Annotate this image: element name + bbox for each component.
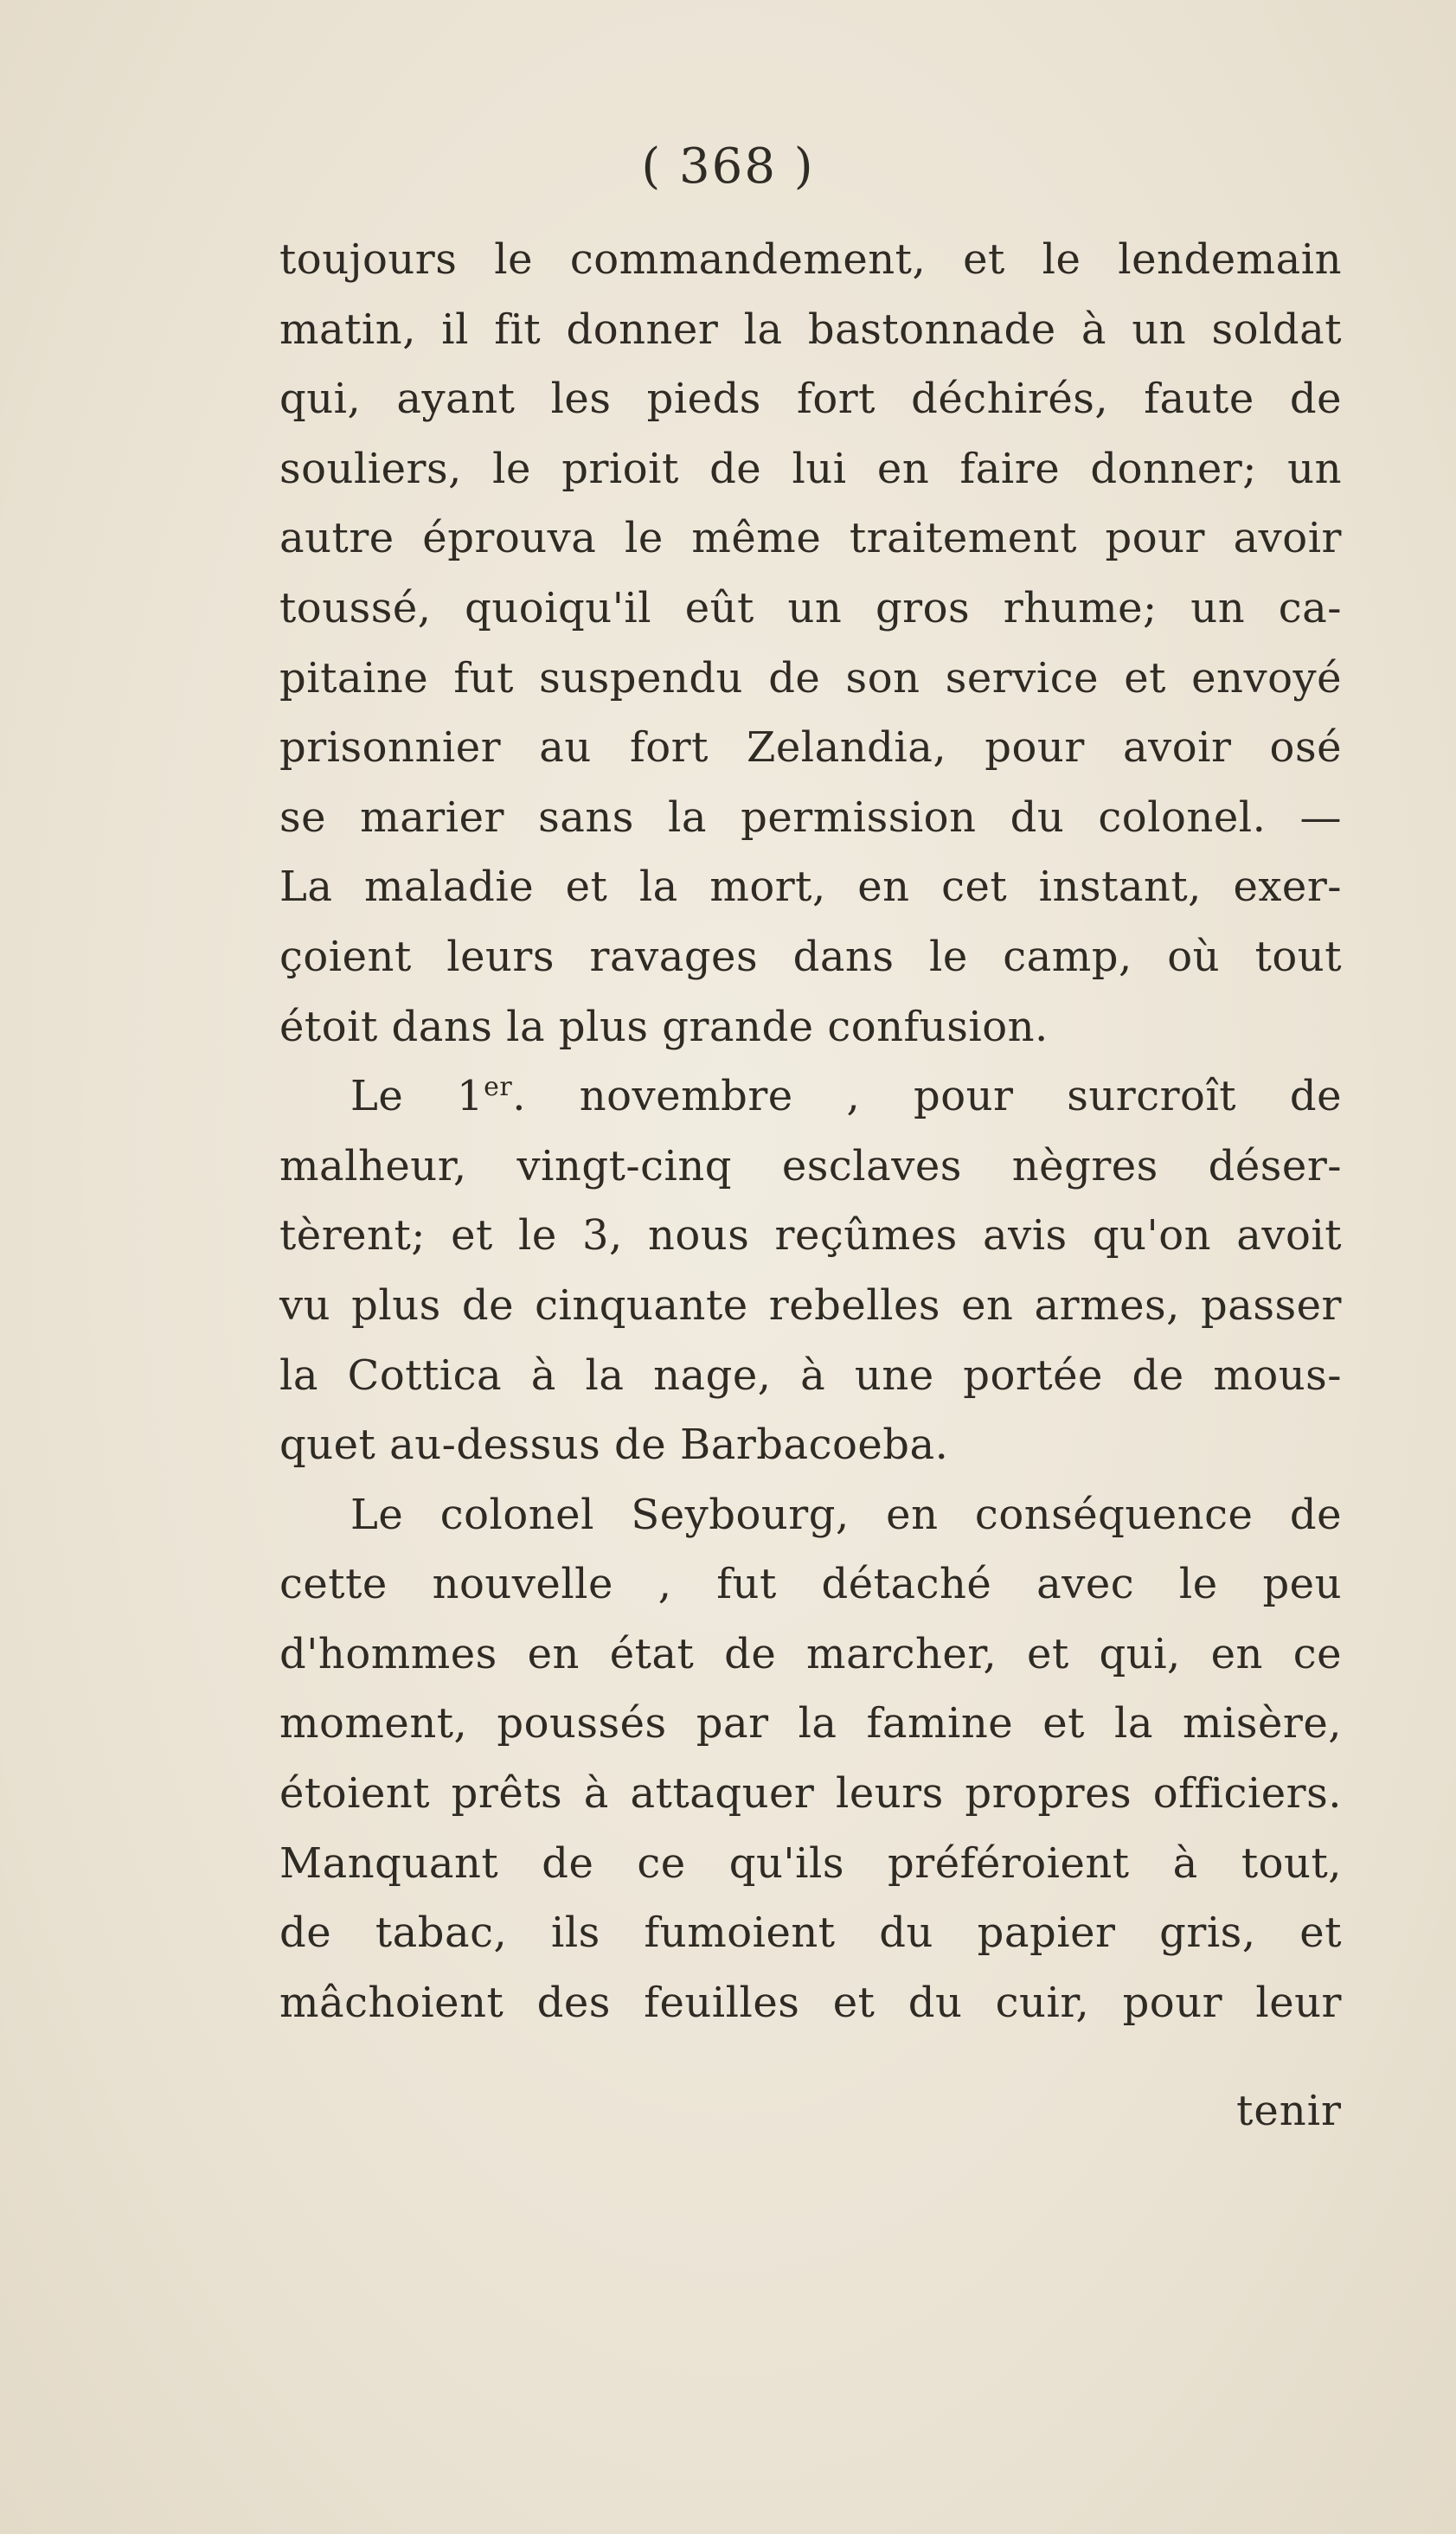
text-line: malheur, vingt-cinq esclaves nègres déser- [279,1141,1342,1190]
date-text: Le 1 [350,1072,484,1121]
paragraph-3-first-line: Le colonel Seybourg, en conséquence de [350,1490,1342,1539]
text-line: tèrent; et le 3, nous reçûmes avis qu'on avoit [279,1211,1342,1261]
text-line: toujours le commandement, et le lendemain [279,235,1342,284]
text-line: d'hommes en état de marcher, et qui, en ce [279,1629,1342,1678]
text-line: Manquant de ce qu'ils préféroient à tout, [279,1838,1342,1888]
text-line: autre éprouva le même traitement pour avoir [279,514,1342,563]
ordinal-superscript: er [484,1072,513,1103]
text-line: çoient leurs ravages dans le camp, où tout [279,932,1342,981]
text-line: toussé, quoiqu'il eût un gros rhume; un ca- [279,583,1342,632]
text-line: cette nouvelle , fut détaché avec le peu [279,1560,1342,1609]
body-text [279,225,1342,2037]
catchword: tenir [1236,2087,1342,2135]
paragraph-2-first-line [279,1062,1342,1132]
text-line: La maladie et la mort, en cet instant, exer- [279,863,1342,912]
text-line: la Cottica à la nage, à une portée de mous- [279,1350,1342,1400]
text-line: quet au-dessus de Barbacoeba. [279,1421,949,1470]
text-line: se marier sans la permission du colonel. — [279,792,1342,842]
text-line: matin, il fit donner la bastonnade à un soldat [279,305,1342,354]
text-line: qui, ayant les pieds fort déchirés, faute de [279,375,1342,424]
text-line: souliers, le prioit de lui en faire donner; un [279,444,1342,493]
text-line: pitaine fut suspendu de son service et envoyé [279,653,1342,702]
text-line: mâchoient des feuilles et du cuir, pour leur [279,1978,1342,2027]
date-rest-text: . novembre , pour surcroît de [512,1072,1342,1121]
text-line: étoit dans la plus grande confusion. [279,1002,1049,1051]
page-number-header: ( 368 ) [641,138,815,195]
text-line: étoient prêts à attaquer leurs propres officiers. [279,1769,1342,1819]
text-line: vu plus de cinquante rebelles en armes, passer [279,1280,1342,1330]
text-line: moment, poussés par la famine et la misère, [279,1699,1342,1748]
text-line: de tabac, ils fumoient du papier gris, et [279,1909,1342,1958]
text-line: prisonnier au fort Zelandia, pour avoir osé [279,723,1342,773]
